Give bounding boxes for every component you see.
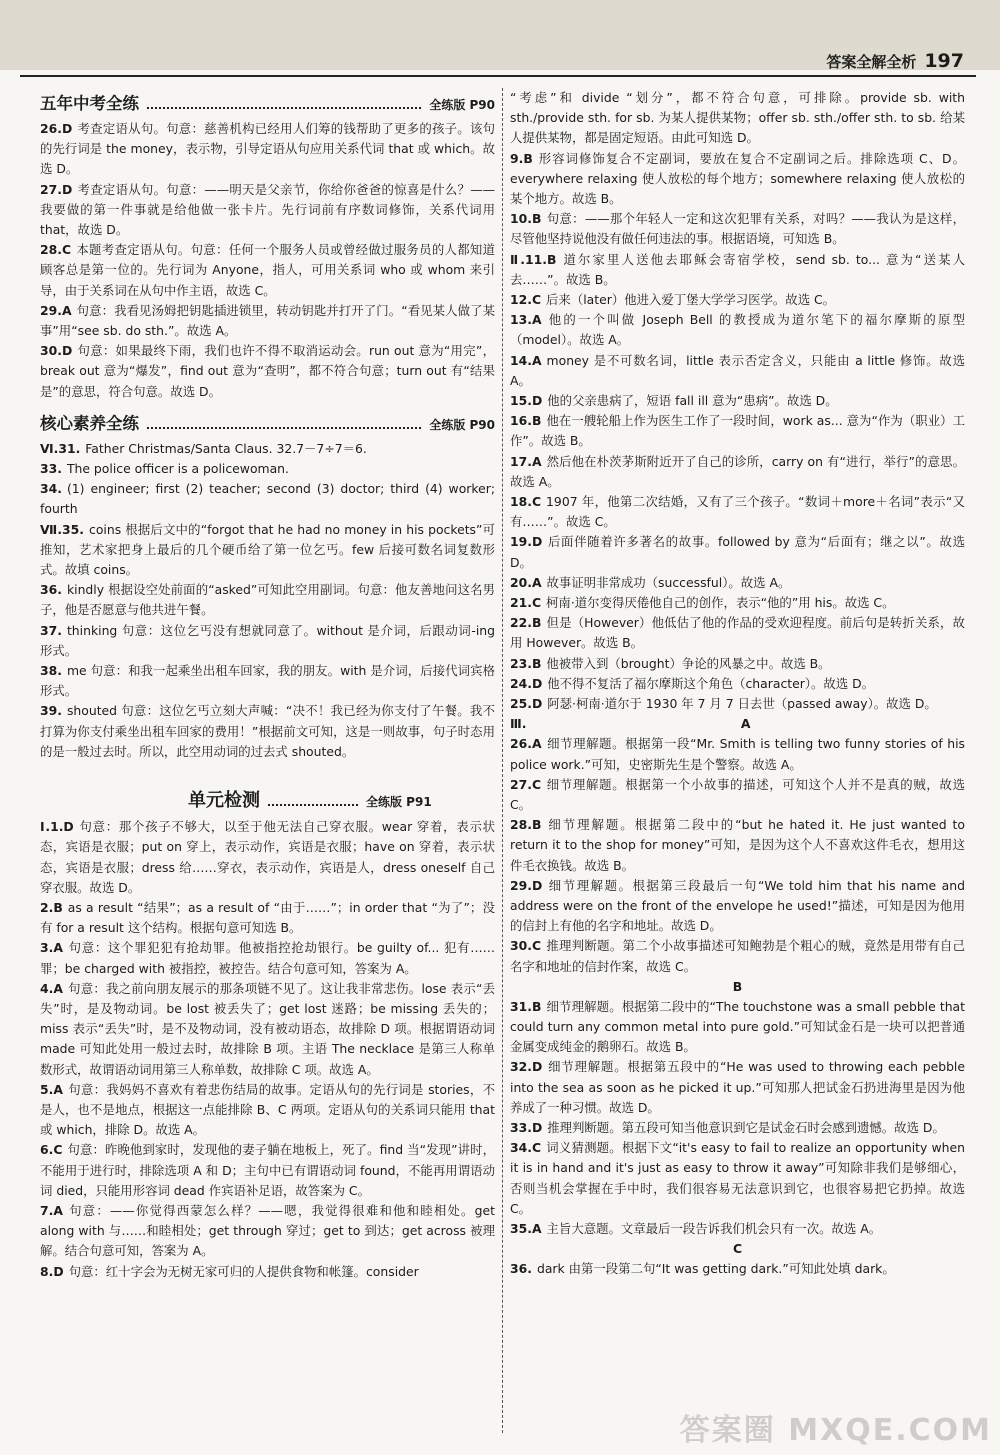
- answer-item: [510, 815, 965, 876]
- answer-text: “考虑”和 divide “划分”，都不符合句意，可排除。provide sb. with sth./provide sth. for sb. 为某人提供某物；offer sb. sth./offer sth. to sb. 给某人提供某物，都是固定短语。由此可知选 D。: [510, 90, 965, 146]
- answer-text: 考查定语从句。句意：慈善机构已经用人们筹的钱帮助了更多的孩子。该句的先行词是 the money，表示物，引导定语从句应用关系代词 that 或 which。故选 D。: [40, 121, 495, 177]
- answer-number: 7.A: [40, 1202, 63, 1218]
- answer-text: dark 由第一段第二句“It was getting dark.”可知此处填 dark。: [536, 1261, 895, 1277]
- answer-item: [510, 149, 965, 210]
- answer-number: 30.C: [510, 938, 542, 954]
- answer-text: 阿瑟·柯南·道尔于 1930 年 7 月 7 日去世（passed away）。故选 D。: [547, 696, 937, 712]
- answer-text: 细节理解题。根据第一段“Mr. Smith is telling two funny stories of his police work.”可知，史密斯先生是个警察。故选 A。: [510, 736, 965, 772]
- answer-item: [510, 997, 965, 1058]
- answer-text: 细节理解题。根据第二段中的“but he hated it. He just wanted to return it to the shop for money”可知，是因为这个人不喜欢这件毛衣，想用这件毛衣换钱。故选 B。: [510, 817, 965, 873]
- answer-text: 后面伴随着许多著名的故事。followed by 意为“后面有；继之以”。故选 D。: [510, 534, 965, 570]
- answer-text: 柯南·道尔变得厌倦他自己的创作，表示“他的”用 his。故选 C。: [546, 595, 895, 611]
- answer-number: 37.: [40, 622, 62, 638]
- answer-item: [510, 613, 965, 653]
- answer-number: 10.B: [510, 211, 542, 227]
- answer-text: 他的一个叫做 Joseph Bell 的教授成为道尔笔下的福尔摩斯的原型（model）。故选 A。: [510, 312, 965, 348]
- answer-text: 句意：昨晚他到家时，发现他的妻子躺在地板上，死了。find 当“发现”讲时，不能用于进行时，排除选项 A 和 D；主句中已有谓语动词 found，不能再用谓语动词 died，只能用形容词 dead 作宾语补足语，故答案为 C。: [40, 1142, 495, 1198]
- answer-number: 31.B: [510, 998, 542, 1014]
- answer-text: thinking 句意：这位乞丐没有想就同意了。without 是介词，后跟动词-ing 形式。: [40, 622, 495, 658]
- section-header: [40, 90, 495, 114]
- column-divider: [502, 88, 503, 1433]
- answer-item: [510, 734, 965, 774]
- answer-text: The police officer is a policewoman.: [66, 461, 289, 477]
- answer-number: 34.: [40, 481, 62, 497]
- answer-text: 主旨大意题。文章最后一段告诉我们机会只有一次。故选 A。: [546, 1220, 882, 1236]
- answer-number: 25.D: [510, 696, 543, 712]
- answer-number: 22.B: [510, 615, 542, 631]
- answer-item: [510, 250, 965, 290]
- answer-text: 句意：我妈妈不喜欢有着悲伤结局的故事。定语从句的先行词是 stories，不是人，也不是地点，根据这一点能排除 B、C 两项。定语从句的关系词只能用 that 或 which，排除 D。故选 A。: [40, 1081, 495, 1138]
- answer-text: 句意：这个罪犯犯有抢劫罪。他被指控抢劫银行。be guilty of... 犯有……罪；be charged with 被指控，被控告。结合句意可知，答案为 A。: [40, 940, 495, 976]
- answer-number: 30.D: [40, 343, 73, 359]
- section-leader-dots: [268, 804, 358, 806]
- answer-text: 细节理解题。根据第一个小故事的描述，可知这个人并不是真的贼，故选 C。: [510, 776, 965, 812]
- answer-text: kindly 根据设空处前面的“asked”可知此空用副词。句意：他友善地问这名男子，他是否愿意与他共进午餐。: [40, 582, 495, 618]
- answer-number: 29.D: [510, 877, 543, 893]
- answer-number: 14.A: [510, 352, 542, 368]
- answer-item: [510, 1138, 965, 1219]
- answer-text: 句意：我看见汤姆把钥匙插进锁里，转动钥匙并打开了门。“看见某人做了某事”用“see sb. do sth.”。故选 A。: [40, 302, 495, 339]
- answer-text: me 句意：和我一起乘坐出租车回家，我的朋友。with 是介词，后接代词宾格形式。: [40, 663, 495, 699]
- answer-item: [40, 301, 495, 341]
- answer-text: 句意：那个孩子不够大，以至于他无法自己穿衣服。wear 穿着，表示状态，宾语是衣服；put on 穿上，表示动作，宾语是衣服；have on 穿着，表示状态，宾语是衣服；dress 给……穿衣，表示动作，宾语是人，dress oneself 自己穿衣服。故选 D。: [40, 819, 495, 895]
- answer-number: 27.C: [510, 776, 542, 792]
- answer-item: [510, 452, 965, 492]
- answer-number: 39.: [40, 703, 62, 719]
- answer-text: 细节理解题。根据第二段中的“The touchstone was a small pebble that could turn any common metal into pure gold.”可知试金石是一块可以把普通金属变成纯金的鹅卵石。故选 B。: [510, 998, 965, 1055]
- answer-item: [40, 621, 495, 661]
- answer-text: Father Christmas/Santa Claus. 32.7－7÷7＝6.: [85, 440, 367, 456]
- answer-text: 他的父亲患病了，短语 fall ill 意为“患病”。故选 D。: [547, 393, 838, 409]
- answer-text: 但是（However）他低估了他的作品的受欢迎程度。前后句是转折关系，故用 However。故选 B。: [510, 615, 965, 651]
- answer-number: 36.: [510, 1261, 532, 1277]
- answer-item: [510, 1118, 965, 1138]
- answer-number: 20.A: [510, 574, 542, 590]
- answer-item: [40, 341, 495, 402]
- answer-item: [510, 876, 965, 937]
- answer-text: shouted 句意：这位乞丐立刻大声喊：“决不！我已经为你支付了午餐。我不打算为你支付乘坐出租车回家的费用！”根据前文可知，这是一则故事，句子时态用的是一般过去时。所以，此空用动词的过去式 shouted。: [40, 703, 495, 759]
- answer-item: [510, 674, 965, 694]
- answer-number: 21.C: [510, 595, 542, 611]
- answer-item: [510, 1219, 965, 1239]
- section-title: 核心素养全练: [40, 413, 139, 433]
- answer-number: 18.C: [510, 494, 542, 510]
- answer-item: [510, 593, 965, 613]
- answer-text: 推理判断题。第五段可知当他意识到它是试金石时会感到遗憾。故选 D。: [547, 1119, 945, 1135]
- answer-number: 33.D: [510, 1119, 543, 1135]
- answer-number: 29.A: [40, 302, 72, 318]
- answer-number: 23.B: [510, 655, 542, 671]
- answer-text: 道尔家里人送他去耶稣会寄宿学校，send sb. to... 意为“送某人去……”。故选 B。: [510, 251, 966, 287]
- answer-item: [40, 661, 495, 701]
- answer-text: (1) engineer; first (2) teacher; second (3) doctor; third (4) worker; fourth: [40, 481, 495, 517]
- answer-item: [510, 391, 965, 411]
- answer-item: [510, 492, 965, 532]
- answer-item: [510, 573, 965, 593]
- answer-item: [40, 1262, 495, 1282]
- answer-item: [40, 520, 495, 581]
- header-rule: [20, 75, 976, 77]
- answer-text: 句意：红十字会为无树无家可归的人提供食物和帐篷。consider: [68, 1263, 419, 1279]
- section-page-ref: 全练版 P90: [429, 98, 495, 112]
- answer-item: [510, 775, 965, 815]
- passage-label: A: [740, 716, 751, 732]
- answer-item: [40, 1080, 495, 1141]
- answer-item: [510, 209, 965, 249]
- answer-number: 26.D: [40, 121, 73, 136]
- section-header: [40, 786, 495, 812]
- answer-number: Ⅵ.31.: [40, 440, 81, 456]
- answer-text: as a result “结果”；as a result of “由于……”；in order that “为了”；没有 for a result 这个结构。根据句意可知选 B。: [40, 899, 495, 936]
- answer-item: [40, 1201, 495, 1262]
- answer-number: 13.A: [510, 312, 542, 328]
- answer-number: 5.A: [40, 1081, 63, 1097]
- answer-text: 句意：如果最终下雨，我们也许不得不取消运动会。run out 意为“用完”，break out 意为“爆发”，find out 意为“查明”，都不符合句意；turn out 有“结果是”的意思，符合句意。故选 D。: [40, 343, 495, 399]
- answer-number: 4.A: [40, 980, 63, 996]
- answer-number: 35.A: [510, 1220, 542, 1236]
- answer-item: [510, 290, 965, 310]
- answer-item: [40, 459, 495, 479]
- section-page-ref: 全练版 P90: [429, 417, 495, 432]
- answer-text: 细节理解题。根据第五段中的“He was used to throwing each pebble into the sea as soon as he picked it up.”可知那人把试金石扔进海里是因为他养成了一种习惯。故选 D。: [510, 1059, 965, 1115]
- answer-text: 考查定语从句。句意：——明天是父亲节，你给你爸爸的惊喜是什么？——我要做的第一件事就是给他做一张卡片。先行词前有序数词修饰，关系代词用 that，故选 D。: [40, 181, 495, 238]
- answer-text: 句意：——你觉得西蒙怎么样？——嗯，我觉得很难和他和睦相处。get along with 与……和睦相处；get through 穿过；get to 到达；get across 被理解。结合句意可知，答案为 A。: [40, 1202, 495, 1259]
- answer-number: 36.: [40, 582, 62, 598]
- answer-number: 6.C: [40, 1142, 63, 1158]
- answer-item: [510, 411, 965, 451]
- answer-item: [510, 654, 965, 674]
- answer-text: 他在一艘轮船上作为医生工作了一段时间，work as... 意为“作为（职业）工作”。故选 B。: [510, 413, 965, 449]
- answer-number: 34.C: [510, 1140, 542, 1156]
- answer-text: 推理判断题。第二个小故事描述可知鲍勃是个粗心的贼，竟然是用带有自己名字和地址的信封作案，故选 C。: [510, 938, 965, 974]
- answer-text: 然后他在朴茨茅斯附近开了自己的诊所，carry on 有“进行，举行”的意思。故选 A。: [510, 453, 965, 489]
- answer-item: [510, 694, 965, 714]
- passage-label: C: [732, 1241, 743, 1257]
- answer-number: 2.B: [40, 899, 63, 915]
- answer-text: 他被带入到（brought）争论的风暴之中。故选 B。: [546, 655, 831, 671]
- answer-item: [40, 479, 495, 519]
- answer-number: 3.A: [40, 940, 63, 956]
- answer-item: [510, 1057, 965, 1118]
- part-heading: [510, 714, 965, 734]
- answer-item: [40, 580, 495, 620]
- answer-item: [510, 351, 965, 391]
- answer-item: [40, 938, 495, 978]
- answer-number: 27.D: [40, 181, 73, 197]
- header-title: 答案全解全析: [826, 53, 917, 71]
- section-title: 单元检测: [188, 790, 260, 812]
- answer-item: [510, 532, 965, 572]
- right-column: [510, 88, 965, 1279]
- passage-label: B: [732, 978, 743, 994]
- answer-number: 24.D: [510, 675, 543, 691]
- answer-number: 32.D: [510, 1059, 543, 1075]
- answer-number: 38.: [40, 663, 62, 679]
- answer-text: 1907 年，他第二次结婚，又有了三个孩子。“数词＋more＋名词”表示“又有……”。故选 C。: [510, 494, 965, 530]
- answer-number: 8.D: [40, 1263, 64, 1279]
- answer-number: 12.C: [510, 292, 542, 308]
- answer-number: Ⅶ.35.: [40, 521, 85, 537]
- answer-text: 本题考查定语从句。句意：任何一个服务人员或曾经做过服务员的人都知道顾客总是第一位的。先行词为 Anyone，指人，可用关系词 who 或 whom 来引导，由于关系词在从句中作主语，故选 C。: [40, 242, 495, 298]
- section-leader-dots: [147, 427, 421, 429]
- section-leader-dots: [147, 107, 421, 109]
- answer-number: 17.A: [510, 453, 542, 469]
- left-column: [40, 88, 495, 1282]
- answer-item: [40, 240, 495, 301]
- answer-item: [40, 979, 495, 1080]
- answer-text: 后来（later）他进入爱丁堡大学学习医学。故选 C。: [546, 292, 836, 308]
- answer-number: 28.C: [40, 242, 72, 258]
- answer-item: [510, 936, 965, 976]
- watermark: 答案圈 MXQE.COM: [679, 1413, 992, 1448]
- answer-number: Ⅰ.1.D: [40, 819, 74, 835]
- answer-text: money 是不可数名词，little 表示否定含义，只能由 a little 修饰。故选 A。: [510, 352, 965, 388]
- answer-text: 他不得不复活了福尔摩斯这个角色（character）。故选 D。: [547, 675, 875, 691]
- part-number: Ⅲ.: [510, 716, 527, 732]
- answer-number: 26.A: [510, 736, 542, 752]
- section-page-ref: 全练版 P91: [366, 795, 432, 810]
- answer-text: 细节理解题。根据第三段最后一句“We told him that his name and address were on the front of the envelope he used!”描述，可知是因为他用的信封上有他的名字和地址。故选 D。: [510, 877, 965, 934]
- answer-item: [40, 1140, 495, 1201]
- answer-item: [40, 439, 495, 459]
- answer-text: 词义猜测题。根据下文“it's easy to fail to realize an opportunity when it is in hand and it's just as easy to throw it away”可知除非我们是够细心，否则当机会掌握在手中时，我们很容易无法意识到它，也很容易把它扔掉。故选 C。: [510, 1140, 965, 1216]
- answer-item: [40, 180, 495, 241]
- answer-number: Ⅱ.11.B: [510, 251, 557, 267]
- page-number: 197: [924, 50, 964, 72]
- answer-text: 句意：——那个年轻人一定和这次犯罪有关系，对吗？——我认为是这样，尽管他坚持说他没有做任何违法的事。根据语境，可知选 B。: [510, 211, 965, 247]
- answer-text: 句意：我之前向朋友展示的那条项链不见了。这让我非常悲伤。lose 表示“丢失”时，是及物动词。be lost 被丢失了；get lost 迷路；be missing 丢失的；miss 表示“丢失”时，是不及物动词，没有被动语态，故排除 D 项。根据谓语动词 made 可知此处用一般过去时，故排除 B 项。主语 The necklace 是第三人称单数形式，故谓语动词用第三人称单数，故排除 C 项。故选 A。: [40, 980, 495, 1077]
- answer-text: 形容词修饰复合不定副词，要放在复合不定副词之后。排除选项 C、D。everywhere relaxing 使人放松的每个地方；somewhere relaxing 使人放松的某个地方。故选 B。: [510, 150, 965, 207]
- answer-item: [40, 701, 495, 762]
- answer-number: 19.D: [510, 534, 543, 550]
- answer-number: 33.: [40, 461, 62, 477]
- answer-number: 15.D: [510, 393, 543, 409]
- answer-item: [40, 898, 495, 938]
- answer-item: [510, 1259, 965, 1279]
- section-header: [40, 410, 495, 434]
- answer-number: 28.B: [510, 817, 542, 833]
- page-header: [826, 50, 964, 72]
- answer-text: 故事证明非常成功（successful）。故选 A。: [546, 574, 791, 590]
- answer-item: [510, 310, 965, 350]
- answer-number: 9.B: [510, 150, 533, 166]
- answer-item: [40, 119, 495, 180]
- answer-number: 16.B: [510, 413, 542, 429]
- answer-item: [510, 88, 965, 149]
- answer-text: coins 根据后文中的“forgot that he had no money in his pockets”可推知，艺术家把身上最后的几个硬币给了第一位乞丐。few 后接可数名词复数形式。故填 coins。: [40, 521, 496, 578]
- answer-item: [40, 817, 495, 898]
- section-title: 五年中考全练: [40, 94, 139, 113]
